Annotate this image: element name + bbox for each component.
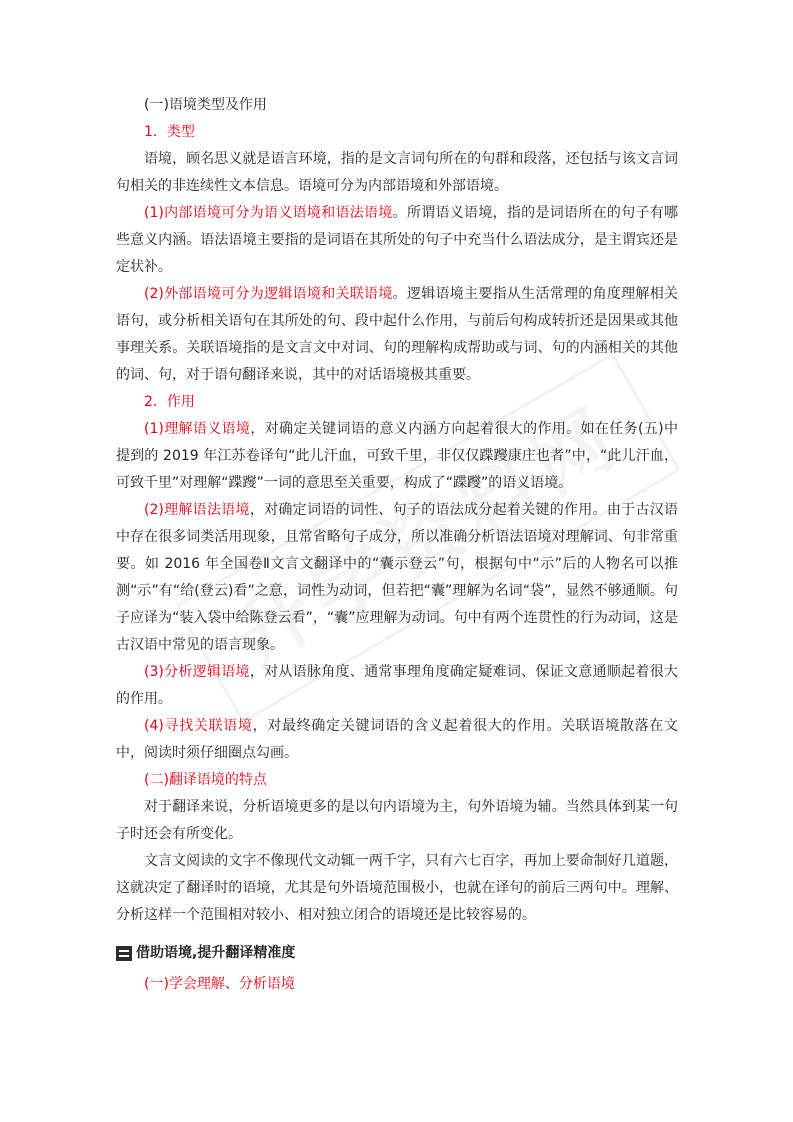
paragraph-external-context	[116, 281, 678, 389]
paragraph-logic-context	[116, 659, 678, 713]
highlight-internal-context: (1)内部语境可分为语义语境和语法语境	[144, 205, 393, 221]
text-external-context: 。逻辑语境主要指从生活常理的角度理解相关语句，或分析相关语句在其所处的句、段中起什么作用，与前后句构成转折还是因果或其他事理关系。关联语境指的是文言文中对词、句的理解构成帮助或与词、句的内涵相关的其他的词、句，对于语句翻译来说，其中的对话语境极其重要。	[116, 286, 678, 383]
subheading-functions: 2．作用	[144, 394, 195, 410]
highlight-external-context: (2)外部语境可分为逻辑语境和关联语境	[144, 286, 393, 302]
heading-translation-context: (二)翻译语境的特点	[144, 772, 267, 788]
highlight-related-context: (4)寻找关联语境	[144, 718, 253, 734]
subheading-types: 1．类型	[144, 124, 195, 140]
paragraph-grammar-context	[116, 497, 678, 659]
paragraph-semantic-context	[116, 416, 678, 497]
heading-context-types: (一)语境类型及作用	[144, 97, 267, 113]
highlight-semantic-context: (1)理解语义语境	[144, 421, 251, 437]
section-number-icon	[116, 946, 132, 961]
text-semantic-context: ，对确定关键词语的意义内涵方向起着很大的作用。如在任务(五)中提到的 2019 年江苏卷译句“此儿汗血，可致千里，非仅仅蹀躞康庄也者”中，“此儿汗血，可致千里”对理解“蹀躞”一词的意思至关重要，构成了“蹀躞”的语义语境。	[116, 421, 678, 491]
document-content	[116, 92, 678, 998]
text-grammar-context: ，对确定词语的词性、句子的语法成分起着关键的作用。由于古汉语中存在很多词类活用现象，且常省略句子成分，所以准确分析语法语境对理解词、句非常重要。如 2016 年全国卷Ⅱ文言文翻译中的“囊示登云”句，根据句中“示”后的人物名可以推测“示”有“给(登云)看”之意，词性为动词，但若把“囊”理解为名词“袋”，显然不够通顺。句子应译为“装入袋中给陈登云看”，“囊”应理解为动词。句中有两个连贯性的行为动词，这是古汉语中常见的语言现象。	[116, 502, 678, 653]
heading-learn-analyze: (一)学会理解、分析语境	[144, 976, 295, 992]
paragraph-internal-context	[116, 200, 678, 281]
paragraph-translation-scope: 文言文阅读的文字不像现代文动辄一两千字，只有六七百字，再加上要命制好几道题，这就决定了翻译时的语境，尤其是句外语境范围极小，也就在译句的前后三两句中。理解、分析这样一个范围相对较小、相对独立闭合的语境还是比较容易的。	[116, 853, 678, 923]
highlight-grammar-context: (2)理解语法语境	[144, 502, 250, 518]
paragraph-related-context	[116, 713, 678, 767]
text-related-context: ，对最终确定关键词语的含义起着很大的作用。关联语境散落在文中，阅读时须仔细圈点勾画。	[116, 718, 678, 761]
paragraph-translation-focus: 对于翻译来说，分析语境更多的是以句内语境为主，句外语境为辅。当然具体到某一句子时还会有所变化。	[116, 799, 678, 842]
text-logic-context: ，对从语脉角度、通常事理角度确定疑难词、保证文意通顺起着很大的作用。	[116, 664, 678, 707]
paragraph-definition: 语境，顾名思义就是语言环境，指的是文言词句所在的句群和段落，还包括与该文言词句相关的非连续性文本信息。语境可分为内部语境和外部语境。	[116, 151, 678, 194]
section-title	[116, 940, 678, 967]
highlight-logic-context: (3)分析逻辑语境	[144, 664, 250, 680]
text-internal-context: 。所谓语义语境，指的是词语所在的句子有哪些意义内涵。语法语境主要指的是词语在其所处的句子中充当什么语法成分，是主谓宾还是定状补。	[116, 205, 678, 275]
section-title-text: 借助语境,提升翻译精准度	[136, 945, 296, 961]
